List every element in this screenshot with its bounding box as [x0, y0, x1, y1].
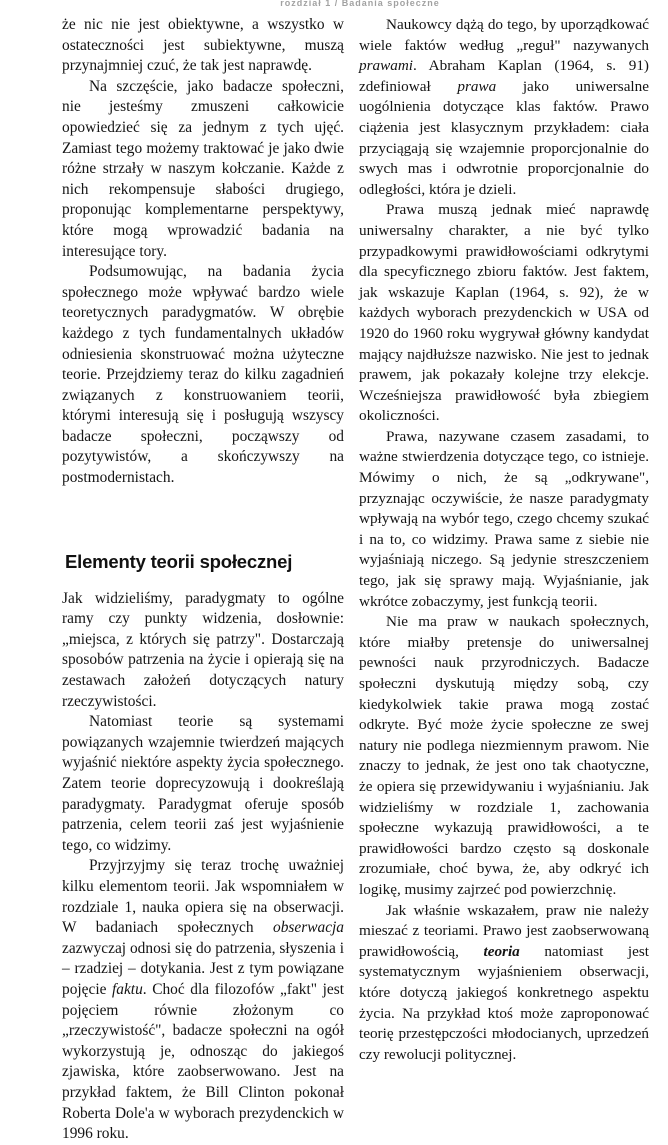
paragraph: [359, 15, 649, 200]
left-column: [62, 15, 344, 1145]
right-column: [359, 15, 649, 1065]
text-run: . Abraham Kaplan (1964, s. 91) zdefiniował: [359, 57, 649, 95]
italic-term: prawami: [359, 57, 414, 75]
text-run: Naukowcy dążą do tego, by uporządkować wiele faktów według „reguł" nazywanych: [359, 16, 649, 54]
paragraph: [359, 901, 649, 1066]
paragraph: Natomiast teorie są systemami powiązanych wzajemnie twierdzeń mających wyjaśnić niektóre aspekty życia społecznego. Zatem teorie doprecyzowują i dookreślają paradygmaty. Paradygmat oferuje sposób patrzenia, celem teorii zaś jest wyjaśnienie tego, co widzimy.: [62, 713, 344, 854]
paragraph: [62, 856, 344, 1144]
paragraph: Na szczęście, jako badacze społeczni, nie jesteśmy zmuszeni całkowicie opowiedzieć się za jednym z tych ujęć. Zamiast tego możemy traktować je jako dwie różne strzały w naszym kołczanie. Każde z nich rekompensuje słabości drugiego, proponując komplementarne perspektywy, które mogą wprowadzić badania na interesujące tory.: [62, 77, 344, 260]
italic-term: prawa: [457, 77, 497, 95]
italic-term: obserwacja: [273, 919, 344, 937]
running-head: rozdział 1 / Badania społeczne: [280, 0, 440, 8]
paragraph: Podsumowując, na badania życia społecznego może wpływać bardzo wiele teoretycznych paradygmatów. W obrębie każdego z tych fundamentalnych układów odniesienia skonstruować można użyteczne teorie. Przejdziemy teraz do kilku zagadnień związanych z konstruowaniem teorii, którymi interesują się i posługują wszyscy badacze społeczni, począwszy od pozytywistów, a skończywszy na postmodernistach.: [62, 263, 344, 487]
paragraph: Nie ma praw w naukach społecznych, które miałby pretensje do uniwersalnej pewności nauk przyrodniczych. Badacze społeczni dyskutują między sobą, czy kiedykolwiek takie prawa mogą zostać odkryte. Być może życie społeczne ze swej natury nie podlega niezmiennym prawom. Nie znaczy to jednak, że jest ono tak chaotyczne, że opiera się przewidywaniu i wyjaśnianiu. Jak widzieliśmy w rozdziale 1, zachowania społeczne wykazują prawidłowości, a te prawidłowości bardzo często są doskonale zrozumiałe, choć bywa, że, aby odkryć ich logikę, musimy zajrzeć pod powierzchnię.: [359, 613, 649, 898]
paragraph: Jak widzieliśmy, paradygmaty to ogólne ramy czy punkty widzenia, dosłownie: „miejsca, z których się patrzy". Dostarczają sposobów patrzenia na życie i opierają się na zestawach założeń dotyczących natury rzeczywistości.: [62, 589, 344, 710]
text-run: zazwyczaj odnosi się do patrzenia, słyszenia i – rzadziej – dotykania. Jest z tym powiązane pojęcie: [62, 939, 344, 998]
paragraph: Prawa muszą jednak mieć naprawdę uniwersalny charakter, a nie być tylko przypadkowymi prawidłowościami odkrytymi dla specyficznego zbioru faktów. Jest faktem, jak wskazuje Kaplan (1964, s. 92), że w każdych wyborach prezydenckich w USA od 1920 do 1960 roku wygrywał główny kandydat mający najdłuższe nazwisko. Nie jest to jednak prawem, jak pokazały kolejne trzy elekcje. Wcześniejsza prawidłowość była zbiegiem okoliczności.: [359, 201, 649, 425]
italic-term: faktu: [112, 980, 143, 998]
text-run: Przyjrzyjmy się teraz trochę uważniej kilku elementom teorii. Jak wspomniałem w rozdziale 1, nauka opiera się na obserwacji. W badaniach społecznych: [62, 857, 344, 937]
text-run: jako uniwersalne uogólnienia dotyczące klas faktów. Prawo ciążenia jest klasycznym przykładem: ciała przyciągają się wzajemnie proporcjonalnie do swych mas i odwrotnie proporcjonalnie do odległości, która je dzieli.: [359, 77, 649, 198]
text-run: natomiast jest systematycznym wyjaśnieniem obserwacji, które dotyczą jakiegoś konkretnego aspektu życia. Na przykład ktoś może zaproponować teorię przestępczości młodocianych, uprzedzeń czy rewolucji politycznej.: [359, 942, 649, 1063]
italic-term: teoria: [483, 942, 520, 960]
text-run: . Choć dla filozofów „fakt" jest pojęciem równie złożonym co „rzeczywistość", badacze społeczni na ogół wykorzystują je, odnosząc do jakiegoś zjawiska, które zaobserwowano. Jest na przykład faktem, że Bill Clinton pokonał Roberta Dole'a w wyborach prezydenckich w 1996 roku.: [62, 980, 344, 1143]
text-run: Jak właśnie wskazałem, praw nie należy mieszać z teoriami. Prawo jest zaobserwowaną prawidłowością,: [359, 901, 649, 960]
paragraph: Prawa, nazywane czasem zasadami, to ważne stwierdzenia dotyczące tego, co istnieje. Mówimy o nich, że są „odkrywane", przyznając oczywiście, że nasze paradygmaty wpływają na wybór tego, czego chcemy szukać i na to, co widzimy. Prawa same z siebie nie wyjaśniają niczego. Są jedynie streszczeniem tego, jak się sprawy mają. Wyjaśnianie, jak wkrótce zobaczymy, jest funkcją teorii.: [359, 427, 649, 610]
paragraph: że nic nie jest obiektywne, a wszystko w ostateczności jest subiektywne, muszą przynajmniej czuć, że tak jest naprawdę.: [62, 16, 344, 75]
section-heading: Elementy teorii społecznej: [65, 550, 293, 572]
